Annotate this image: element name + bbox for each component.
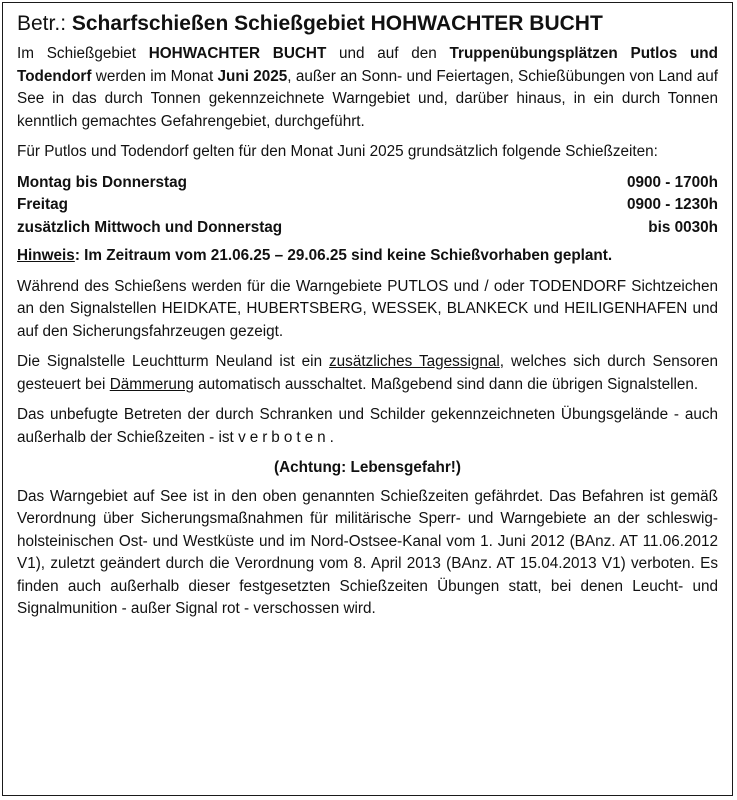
intro-text-4: , außer an Sonn- und Feiertagen, Schießübungen von Land auf See in das durch Tonnen gekennzeichnete Warngebiet und, darüber hinaus, in ein durch Tonnen kenntlich gemachtes Gefahrengebiet, durchgeführt.	[17, 67, 718, 130]
danger-warning: (Achtung: Lebensgefahr!)	[274, 459, 461, 476]
signals-paragraph: Während des Schießens werden für die Warngebiete PUTLOS und / oder TODENDORF Sichtzeichen an den Signalstellen HEIDKATE, HUBERTSBERG, WESSEK, BLANKECK und HEILIGENHAFEN und auf den Sicherungsfahrzeugen gezeigt.	[17, 277, 718, 340]
intro-bold-sites: Truppenübungsplätzen Putlos und Todendorf	[17, 45, 718, 85]
schedule-table	[17, 172, 718, 240]
intro-text-2: und auf den	[326, 45, 450, 62]
lighthouse-paragraph	[17, 351, 718, 396]
schedule-day: Freitag	[17, 196, 68, 213]
access-text-2: .	[329, 428, 334, 446]
intro-paragraph	[17, 43, 718, 133]
schedule-row	[17, 194, 718, 217]
schedule-time: bis 0030h	[648, 218, 718, 236]
title-main: Scharfschießen Schießgebiet HOHWACHTER BUCHT	[71, 12, 603, 35]
schedule-day: Montag bis Donnerstag	[17, 173, 187, 191]
hinweis-label: Hinweis	[17, 247, 75, 264]
intro-text-1: Im Schießgebiet	[17, 45, 149, 62]
access-text-1: Das unbefugte Betreten der durch Schranken und Schilder gekennzeichneten Übungsgelände - auch außerhalb der Schießzeiten - ist	[17, 406, 718, 446]
schedule-row	[17, 217, 718, 240]
intro-bold-month: Juni 2025	[217, 67, 288, 85]
regulation-paragraph: Das Warngebiet auf See ist in den oben genannten Schießzeiten gefährdet. Das Befahren ist gemäß Verordnung über Sicherungsmaßnahmen für militärische Sperr- und Warngebiete an der schleswig-holsteinischen Ost- und Westküste und im Nord-Ostsee-Kanal vom 1. Juni 2012 (BAnz. AT 11.06.2012 V1), zuletzt geändert durch die Verordnung vom 8. April 2013 (BAnz. AT 15.04.2013 V1) verboten. Es finden auch außerhalb dieser festgesetzten Schießzeiten Übungen statt, bei denen Leucht- und Signalmunition - außer Signal rot - verschossen wird.	[17, 487, 718, 617]
title-prefix: Betr.:	[17, 12, 67, 35]
lighthouse-underline-dusk: Dämmerung	[109, 375, 194, 393]
access-paragraph	[17, 404, 718, 449]
hinweis-note	[17, 245, 718, 268]
intro-text-3: werden im Monat	[91, 67, 218, 85]
hinweis-text: : Im Zeitraum vom 21.06.25 – 29.06.25 sind keine Schießvorhaben geplant.	[74, 247, 613, 264]
intro-bold-area: HOHWACHTER BUCHT	[148, 45, 327, 62]
schedule-time: 0900 - 1700h	[627, 173, 718, 191]
times-intro-paragraph: Für Putlos und Todendorf gelten für den Monat Juni 2025 grundsätzlich folgende Schießzeiten:	[17, 143, 658, 160]
lighthouse-text-2: , welches sich durch Sensoren gesteuert bei	[17, 353, 718, 393]
lighthouse-underline-signal: zusätzliches Tagessignal	[329, 353, 500, 370]
schedule-time: 0900 - 1230h	[627, 196, 718, 213]
schedule-day: zusätzlich Mittwoch und Donnerstag	[17, 218, 283, 236]
notice-title	[17, 9, 718, 39]
lighthouse-text-3: automatisch ausschaltet. Maßgebend sind dann die übrigen Signalstellen.	[193, 375, 699, 393]
notice-box	[2, 2, 733, 796]
schedule-row	[17, 172, 718, 195]
access-spaced-word: verboten	[238, 428, 330, 446]
lighthouse-text-1: Die Signalstelle Leuchtturm Neuland ist ein	[17, 353, 330, 370]
